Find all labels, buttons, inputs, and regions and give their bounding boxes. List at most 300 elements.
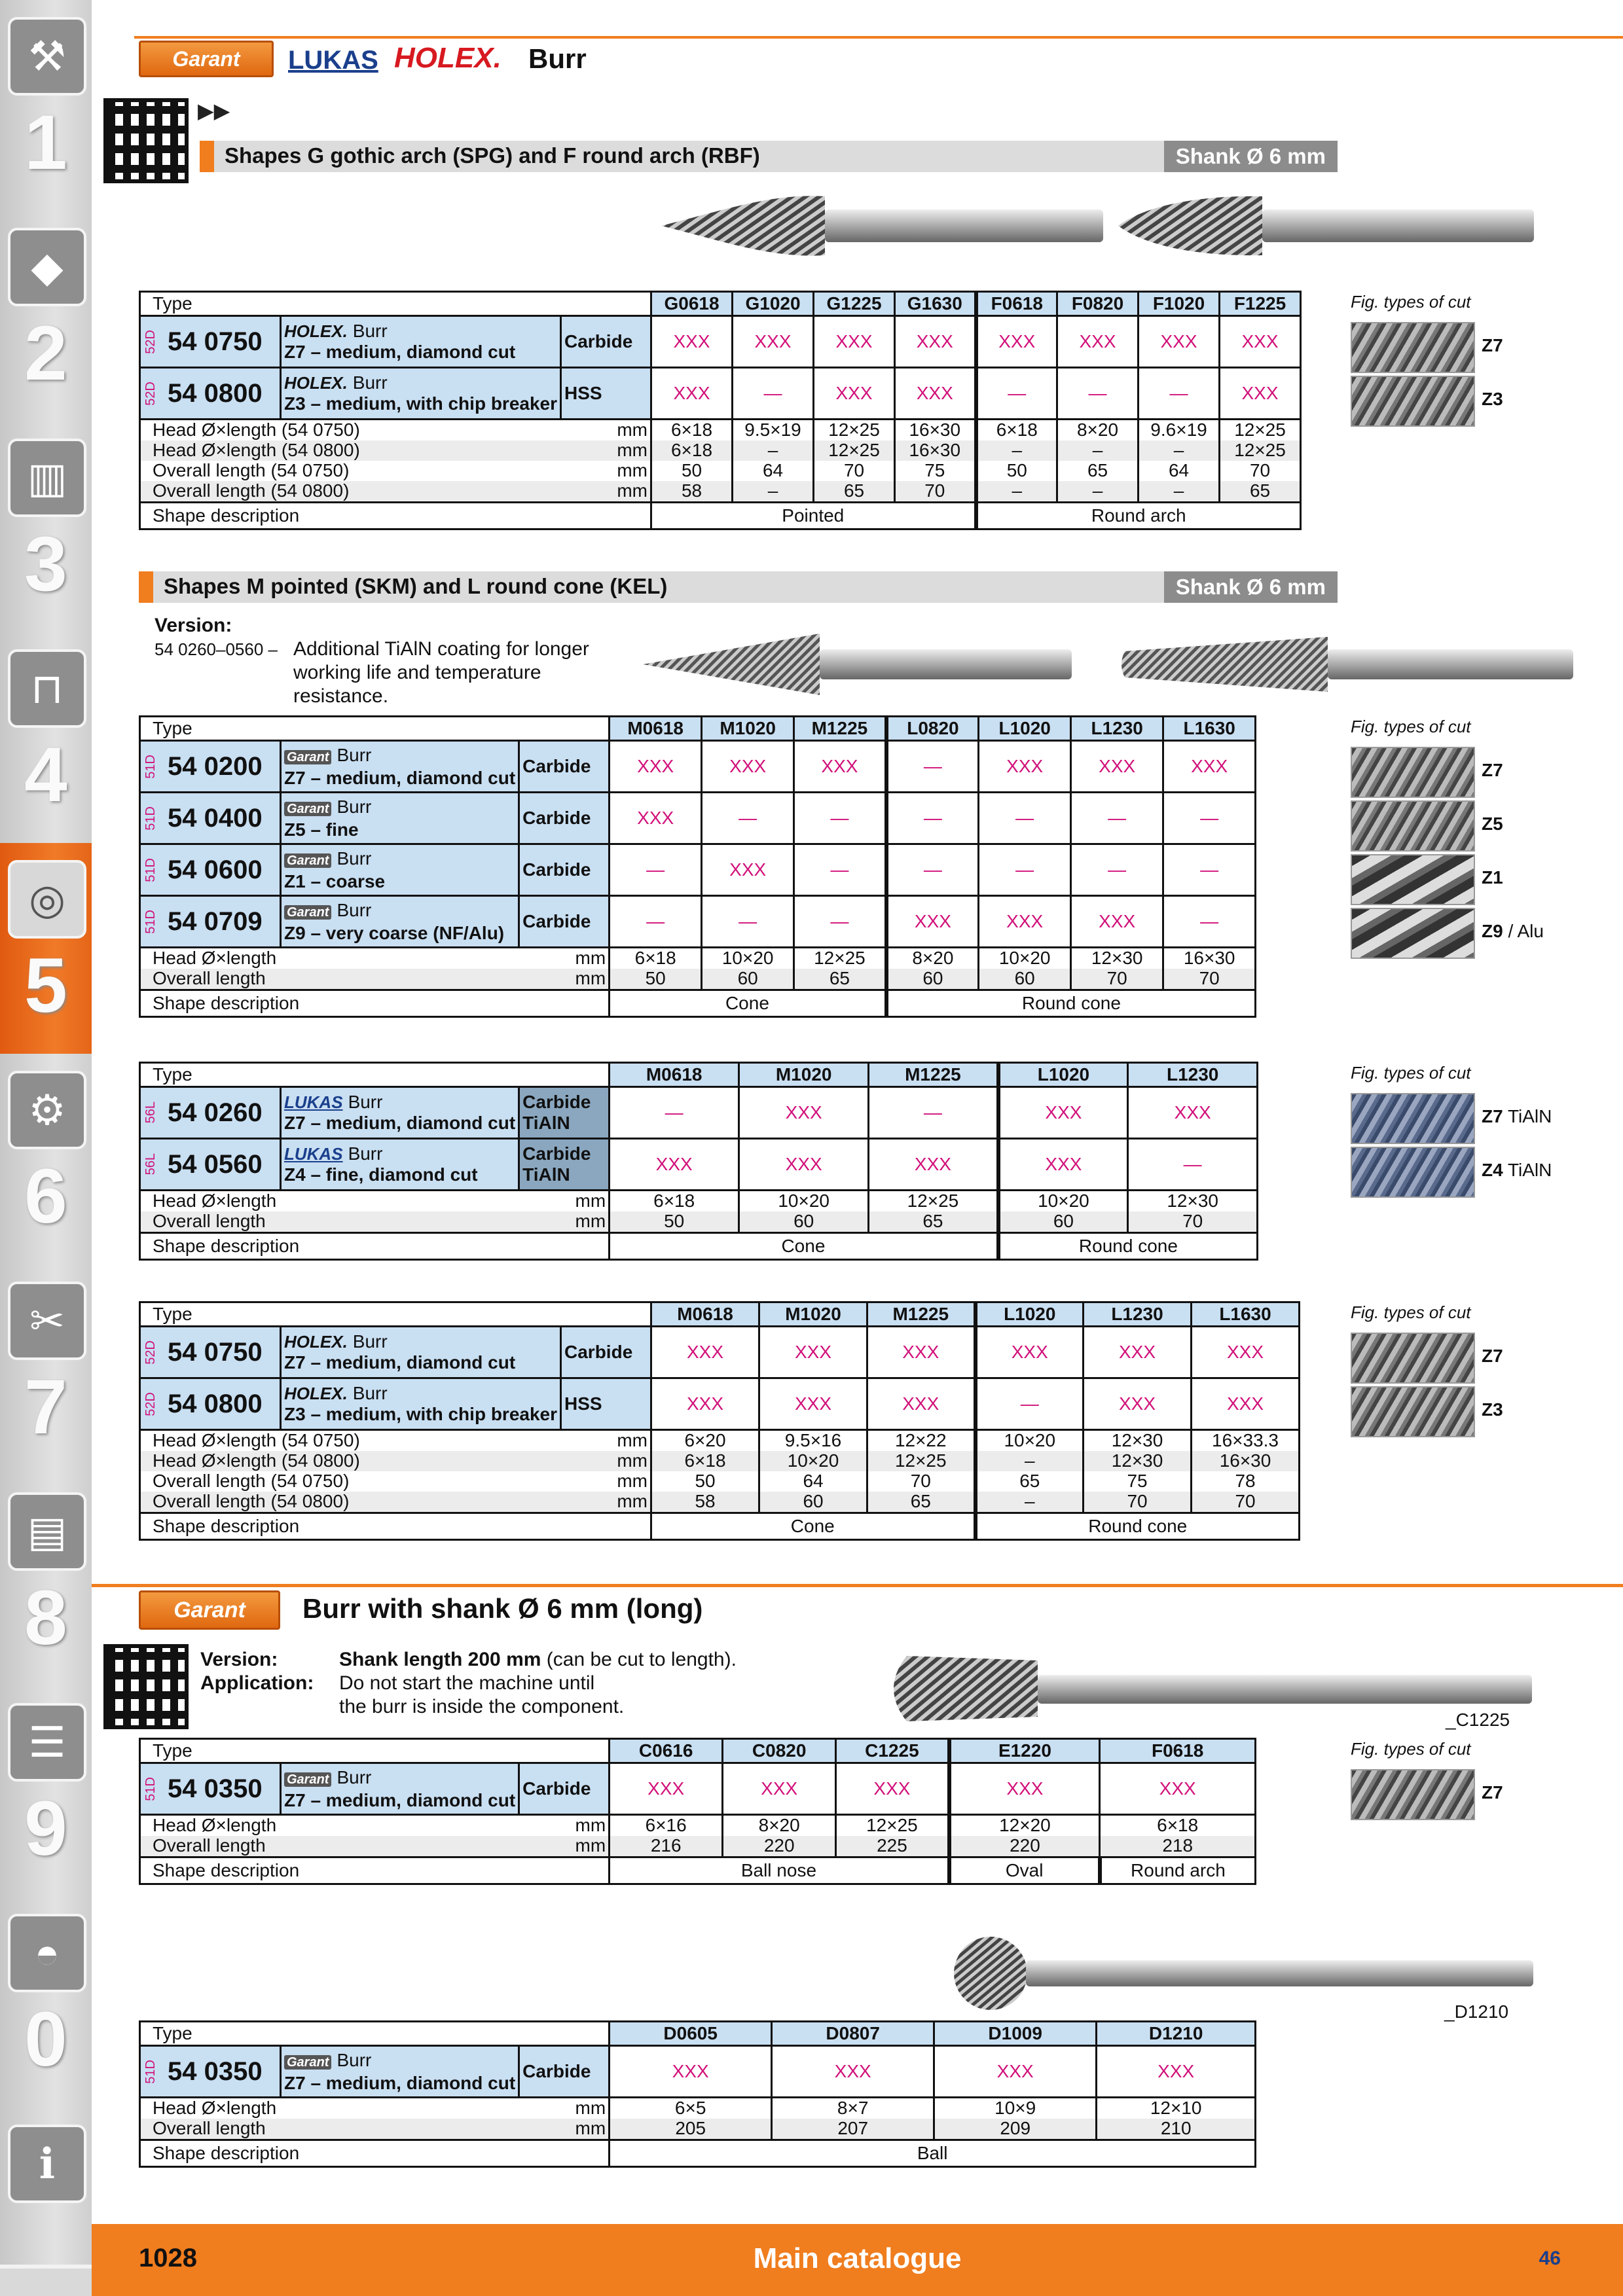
dimension-value: 9.5×16	[759, 1430, 867, 1452]
dimension-row	[140, 420, 1301, 441]
dimension-value: 70	[1084, 1492, 1192, 1513]
availability-cell: XXX	[651, 1327, 759, 1378]
dimension-value: 16×30	[1163, 948, 1256, 969]
article-number: 54 0400	[168, 803, 263, 833]
availability-cell: —	[886, 844, 979, 896]
dimension-value: 10×20	[759, 1451, 867, 1471]
dimension-value: 205	[610, 2119, 772, 2140]
availability-cell: XXX	[610, 2046, 772, 2098]
cut-type-label	[1482, 867, 1503, 888]
article-name: Burr	[352, 372, 388, 393]
cut-code: Z7	[1482, 1106, 1503, 1126]
shape-description: Ball	[610, 2140, 1256, 2167]
material: Carbide	[522, 1092, 591, 1112]
article-description	[281, 896, 519, 948]
page-number: 1028	[139, 2244, 197, 2272]
holex-logo: HOLEX.	[394, 42, 501, 74]
dimension-value: 12×22	[867, 1430, 976, 1452]
type-code: L1230	[1071, 717, 1163, 741]
dimension-label: Head Ø×length (54 0750)	[140, 420, 561, 441]
chapter-tab-2[interactable]	[0, 211, 92, 425]
dimension-value: 225	[836, 1836, 949, 1857]
availability-cell: XXX	[836, 1763, 949, 1815]
availability-cell: —	[976, 1378, 1084, 1430]
dimension-label: Head Ø×length	[140, 1815, 519, 1837]
dimension-value: 210	[1097, 2119, 1256, 2140]
article-number-cell	[140, 793, 281, 844]
version-note: Version: 54 0260–0560 – Additional TiAlN coating for longer working life and temperature resistance.	[155, 615, 589, 707]
dimension-row	[140, 1191, 1258, 1212]
availability-cell: XXX	[739, 1139, 869, 1191]
shape-description: Cone	[651, 1513, 976, 1540]
cut-type-image	[1351, 747, 1475, 798]
material-cell	[519, 1763, 610, 1815]
availability-cell: XXX	[702, 844, 794, 896]
dimension-value: –	[976, 481, 1057, 503]
material-cell	[561, 316, 651, 368]
shape-description: Round cone	[886, 990, 1256, 1017]
burr-table	[139, 2020, 1256, 2168]
type-code: L1020	[998, 1063, 1128, 1087]
availability-cell: XXX	[1071, 741, 1163, 793]
availability-cell: XXX	[814, 368, 895, 420]
chapter-tab-9[interactable]	[0, 1686, 92, 1901]
availability-cell: XXX	[1220, 368, 1301, 420]
shape-description: Round cone	[998, 1233, 1258, 1260]
availability-cell: —	[610, 1087, 739, 1139]
cut-type-label	[1482, 1346, 1503, 1367]
shape-description: Oval	[949, 1857, 1100, 1884]
qr-code[interactable]	[103, 1644, 189, 1729]
material: Carbide	[522, 808, 591, 828]
material: Carbide	[522, 1778, 591, 1799]
type-row	[140, 2022, 1256, 2046]
safety-glasses-icon: ◓	[8, 1914, 86, 1992]
caliper-icon: ⊓	[8, 649, 86, 728]
material: Carbide	[522, 2061, 591, 2081]
article-name: Burr	[348, 1092, 383, 1112]
type-label: Type	[140, 2022, 610, 2046]
dimension-value: 6×5	[610, 2098, 772, 2119]
availability-cell: XXX	[610, 793, 702, 844]
dimension-value: 6×18	[651, 1451, 759, 1471]
availability-cell: XXX	[1057, 316, 1139, 368]
chapter-number: 2	[24, 310, 67, 397]
dimension-row	[140, 2098, 1256, 2119]
shape-description: Round arch	[976, 503, 1301, 529]
article-name: Burr	[352, 1331, 388, 1352]
cut-type-label	[1482, 389, 1503, 410]
availability-cell: XXX	[1097, 2046, 1256, 2098]
cut-suffix: TiAlN	[1503, 1160, 1552, 1180]
chapter-tab-8[interactable]	[0, 1475, 92, 1690]
dimension-value: 65	[1220, 481, 1301, 503]
article-description	[281, 1763, 519, 1815]
cut-type-label	[1482, 921, 1544, 942]
chapter-number: 6	[24, 1153, 67, 1240]
chapter-tab-6[interactable]	[0, 1054, 92, 1268]
type-code: F1225	[1220, 292, 1301, 316]
shape-description: Cone	[610, 990, 886, 1017]
availability-cell: XXX	[739, 1087, 869, 1139]
material: Carbide	[522, 911, 591, 931]
dimension-value: 12×30	[1128, 1191, 1258, 1212]
cut-type-label	[1482, 760, 1503, 781]
article-number-cell	[140, 741, 281, 793]
shape-row	[140, 990, 1256, 1017]
section-divider	[92, 1584, 1623, 1587]
availability-cell: XXX	[998, 1087, 1128, 1139]
dimension-row	[140, 1836, 1256, 1857]
cut-type-image	[1351, 854, 1475, 905]
article-number: 54 0750	[168, 1337, 263, 1367]
shape-row	[140, 1513, 1300, 1540]
dimension-value: 50	[610, 1211, 739, 1233]
dimension-value: 12×25	[869, 1191, 998, 1212]
type-code: G1225	[814, 292, 895, 316]
wrench-icon: ⚙	[8, 1071, 86, 1149]
availability-cell: XXX	[1192, 1378, 1300, 1430]
article-description	[281, 844, 519, 896]
type-code: L1230	[1084, 1302, 1192, 1327]
dimension-value: 50	[610, 969, 702, 990]
availability-cell: XXX	[1163, 741, 1256, 793]
dimension-value: 12×25	[814, 420, 895, 441]
dimension-row	[140, 1471, 1300, 1492]
shape-label: Shape description	[140, 1233, 610, 1260]
material-cell	[561, 368, 651, 420]
dimension-unit: mm	[519, 1815, 610, 1837]
article-number: 54 0200	[168, 751, 263, 781]
cut-description: Z7 – medium, diamond cut	[284, 2072, 516, 2093]
cut-type-image	[1351, 1386, 1475, 1437]
dimension-value: 16×30	[895, 440, 976, 461]
article-number-cell	[140, 1378, 281, 1430]
cut-type-label	[1482, 1160, 1552, 1181]
brand-label: Garant	[284, 802, 331, 816]
availability-cell: —	[610, 896, 702, 948]
dimension-value: 207	[772, 2119, 934, 2140]
availability-cell: —	[976, 368, 1057, 420]
dimension-value: –	[733, 440, 814, 461]
article-description	[281, 2046, 519, 2098]
type-code: M1020	[702, 717, 794, 741]
article-description	[281, 1139, 519, 1191]
dimension-value: 12×25	[814, 440, 895, 461]
article-number: 54 0600	[168, 855, 263, 884]
article-number: 54 0350	[168, 2056, 263, 2086]
dimension-row	[140, 461, 1301, 481]
dimension-value: 10×20	[979, 948, 1071, 969]
dimension-unit: mm	[561, 1471, 651, 1492]
burr-g-illustration	[661, 190, 1106, 262]
burr-f-illustration	[1118, 190, 1537, 262]
cut-description: Z4 – fine, diamond cut	[284, 1164, 478, 1185]
cut-code: Z1	[1482, 867, 1503, 888]
shape-row	[140, 503, 1301, 529]
article-description	[281, 368, 561, 420]
garant-logo: Garant	[139, 41, 274, 77]
group-code: 56L	[143, 1102, 158, 1124]
availability-cell: XXX	[1139, 316, 1220, 368]
dimension-unit: mm	[519, 969, 610, 990]
section-bar	[200, 141, 1338, 172]
availability-cell: XXX	[934, 2046, 1097, 2098]
type-code: M1020	[739, 1063, 869, 1087]
chapter-number: 0	[24, 1996, 67, 2083]
drill-icon: ⚒	[8, 17, 86, 96]
shape-row	[140, 1857, 1256, 1884]
availability-cell: XXX	[759, 1378, 867, 1430]
group-code: 52D	[143, 329, 158, 354]
chapter-number: 5	[24, 942, 67, 1029]
material: Carbide	[522, 859, 591, 880]
group-code: 51D	[143, 1776, 158, 1801]
chapter-tab-i[interactable]	[0, 2108, 92, 2269]
dimension-value: 75	[895, 461, 976, 481]
article-number-cell	[140, 1139, 281, 1191]
dimension-value: 65	[867, 1492, 976, 1513]
availability-cell: XXX	[886, 896, 979, 948]
availability-cell: —	[1139, 368, 1220, 420]
availability-cell: —	[702, 896, 794, 948]
footer-right-number: 46	[1539, 2248, 1561, 2269]
availability-cell: XXX	[723, 1763, 836, 1815]
material: HSS	[564, 383, 602, 403]
dimension-unit: mm	[561, 440, 651, 461]
material: Carbide	[522, 756, 591, 776]
article-row	[140, 1378, 1300, 1430]
article-row	[140, 793, 1256, 844]
article-number: 54 0709	[168, 906, 263, 936]
group-code: 51D	[143, 754, 158, 779]
fig-types-label: Fig. types of cut	[1351, 1739, 1471, 1759]
availability-cell: —	[979, 793, 1071, 844]
article-number-cell	[140, 1327, 281, 1378]
article-name: Burr	[337, 848, 372, 869]
chapter-tab-5[interactable]	[0, 843, 92, 1058]
type-code: M1020	[759, 1302, 867, 1327]
material: Carbide	[564, 1342, 633, 1362]
brand-label: HOLEX.	[284, 373, 348, 393]
group-code: 51D	[143, 857, 158, 882]
dimension-row	[140, 440, 1301, 461]
availability-cell: —	[794, 896, 886, 948]
article-row	[140, 741, 1256, 793]
dimension-value: 60	[702, 969, 794, 990]
dimension-value: –	[1139, 481, 1220, 503]
dimension-value: 65	[869, 1211, 998, 1233]
garant-logo: Garant	[139, 1590, 280, 1630]
dimension-value: 50	[651, 461, 733, 481]
type-row	[140, 292, 1301, 316]
availability-cell: —	[886, 793, 979, 844]
dimension-value: 6×18	[651, 420, 733, 441]
type-code: C1225	[836, 1739, 949, 1763]
dimension-value: 70	[895, 481, 976, 503]
brand-label: Garant	[284, 1772, 331, 1787]
article-number: 54 0350	[168, 1774, 263, 1803]
dimension-label: Overall length	[140, 2119, 519, 2140]
dimension-value: 65	[814, 481, 895, 503]
section-title: Shapes G gothic arch (SPG) and F round arch (RBF)	[225, 143, 760, 168]
burr-table	[139, 1301, 1300, 1541]
article-description	[281, 793, 519, 844]
dimension-value: 60	[998, 1211, 1128, 1233]
type-code: G1630	[895, 292, 976, 316]
availability-cell: XXX	[610, 1763, 723, 1815]
dimension-value: 9.5×19	[733, 420, 814, 441]
cut-description: Z9 – very coarse (NF/Alu)	[284, 922, 505, 943]
type-row	[140, 1063, 1258, 1087]
dimension-label: Overall length (54 0800)	[140, 481, 561, 503]
footer-title: Main catalogue	[753, 2242, 962, 2274]
cut-description: Z7 – medium, diamond cut	[284, 342, 516, 362]
dimension-value: –	[733, 481, 814, 503]
dimension-value: 12×25	[794, 948, 886, 969]
availability-cell: —	[979, 844, 1071, 896]
availability-cell: XXX	[651, 368, 733, 420]
type-code: F0618	[976, 292, 1057, 316]
shape-row	[140, 1233, 1258, 1260]
qr-code[interactable]	[103, 98, 189, 183]
dimension-value: 6×18	[651, 440, 733, 461]
info-icon: ℹ	[8, 2125, 86, 2203]
availability-cell: XXX	[895, 316, 976, 368]
dimension-value: 12×30	[1071, 948, 1163, 969]
availability-cell: —	[1163, 844, 1256, 896]
dimension-row	[140, 1430, 1300, 1452]
burr-d-illustration	[953, 1934, 1535, 2013]
availability-cell: XXX	[651, 316, 733, 368]
dimension-unit: mm	[561, 461, 651, 481]
dimension-value: 70	[867, 1471, 976, 1492]
dimension-row	[140, 948, 1256, 969]
cut-code: Z3	[1482, 389, 1503, 409]
dimension-value: 70	[1071, 969, 1163, 990]
brand-label: LUKAS	[284, 1092, 343, 1112]
dimension-value: 70	[1128, 1211, 1258, 1233]
fig-types-label: Fig. types of cut	[1351, 1302, 1471, 1322]
article-name: Burr	[337, 2049, 372, 2070]
cut-code: Z7	[1482, 335, 1503, 355]
fig-types-label: Fig. types of cut	[1351, 1063, 1471, 1083]
chapter-number: 4	[24, 732, 67, 818]
chapter-tab-1[interactable]	[0, 0, 92, 215]
chapter-tab-4[interactable]	[0, 632, 92, 847]
article-description	[281, 1378, 561, 1430]
dimension-value: 58	[651, 1492, 759, 1513]
dimension-value: 50	[976, 461, 1057, 481]
dimension-value: 6×18	[1100, 1815, 1256, 1837]
dimension-label: Overall length	[140, 1211, 519, 1233]
article-number-cell	[140, 1087, 281, 1139]
dimension-value: 65	[794, 969, 886, 990]
fast-forward-icon[interactable]: ▶▶	[198, 99, 230, 122]
footer	[92, 2224, 1623, 2296]
dimension-value: 6×16	[610, 1815, 723, 1837]
type-label: Type	[140, 1063, 610, 1087]
availability-cell: —	[886, 741, 979, 793]
dimension-value: –	[1057, 440, 1139, 461]
dimension-value: 9.6×19	[1139, 420, 1220, 441]
fig-types-label: Fig. types of cut	[1351, 292, 1471, 312]
coating: TiAlN	[522, 1164, 570, 1185]
dimension-unit: mm	[561, 1430, 651, 1452]
type-row	[140, 717, 1256, 741]
insert-icon: ◆	[8, 228, 86, 306]
burr-table	[139, 291, 1302, 530]
type-code: G0618	[651, 292, 733, 316]
cut-code: Z5	[1482, 814, 1503, 834]
article-number-cell	[140, 316, 281, 368]
dimension-row	[140, 2119, 1256, 2140]
chapter-tab-0[interactable]	[0, 1897, 92, 2111]
cut-type-image	[1351, 800, 1475, 852]
type-code: M1225	[794, 717, 886, 741]
article-row	[140, 1327, 1300, 1378]
cut-type-label	[1482, 1782, 1503, 1803]
dimension-value: 12×25	[1220, 420, 1301, 441]
chapter-number: 7	[24, 1364, 67, 1450]
dimension-value: 10×9	[934, 2098, 1097, 2119]
cut-type-image	[1351, 1093, 1475, 1144]
dimension-value: 8×20	[723, 1815, 836, 1837]
dimension-value: 12×30	[1084, 1430, 1192, 1452]
type-code: L0820	[886, 717, 979, 741]
dimension-value: 12×25	[1220, 440, 1301, 461]
dimension-value: 10×20	[998, 1191, 1128, 1212]
availability-cell: XXX	[1100, 1763, 1256, 1815]
article-number-cell	[140, 844, 281, 896]
dimension-value: 64	[733, 461, 814, 481]
material-cell	[561, 1327, 651, 1378]
availability-cell: XXX	[651, 1378, 759, 1430]
availability-cell: XXX	[895, 368, 976, 420]
availability-cell: —	[1128, 1139, 1258, 1191]
dimension-label: Overall length (54 0750)	[140, 1471, 561, 1492]
cut-type-image	[1351, 1769, 1475, 1820]
type-code: M1225	[869, 1063, 998, 1087]
shape-description: Round arch	[1100, 1857, 1256, 1884]
cut-type-image	[1351, 1147, 1475, 1198]
dimension-value: 70	[1163, 969, 1256, 990]
dimension-value: 12×20	[949, 1815, 1100, 1837]
shape-description: Round cone	[976, 1513, 1300, 1540]
shape-description: Ball nose	[610, 1857, 949, 1884]
availability-cell: XXX	[976, 316, 1057, 368]
material-cell	[519, 741, 610, 793]
availability-cell: —	[1071, 844, 1163, 896]
group-code: 51D	[143, 909, 158, 934]
dimension-unit: mm	[561, 481, 651, 503]
article-description	[281, 741, 519, 793]
type-code: C0616	[610, 1739, 723, 1763]
shape-label: Shape description	[140, 1513, 651, 1540]
dimension-value: 10×20	[702, 948, 794, 969]
type-code: M1225	[867, 1302, 976, 1327]
article-row	[140, 1087, 1258, 1139]
dimension-value: 6×20	[651, 1430, 759, 1452]
article-number-cell	[140, 896, 281, 948]
dimension-row	[140, 1815, 1256, 1837]
coating: TiAlN	[522, 1113, 570, 1133]
group-code: 51D	[143, 806, 158, 831]
dimension-value: –	[976, 1451, 1084, 1471]
chapter-tab-7[interactable]	[0, 1265, 92, 1479]
burr-table	[139, 1738, 1256, 1885]
chapter-tab-3[interactable]	[0, 422, 92, 636]
